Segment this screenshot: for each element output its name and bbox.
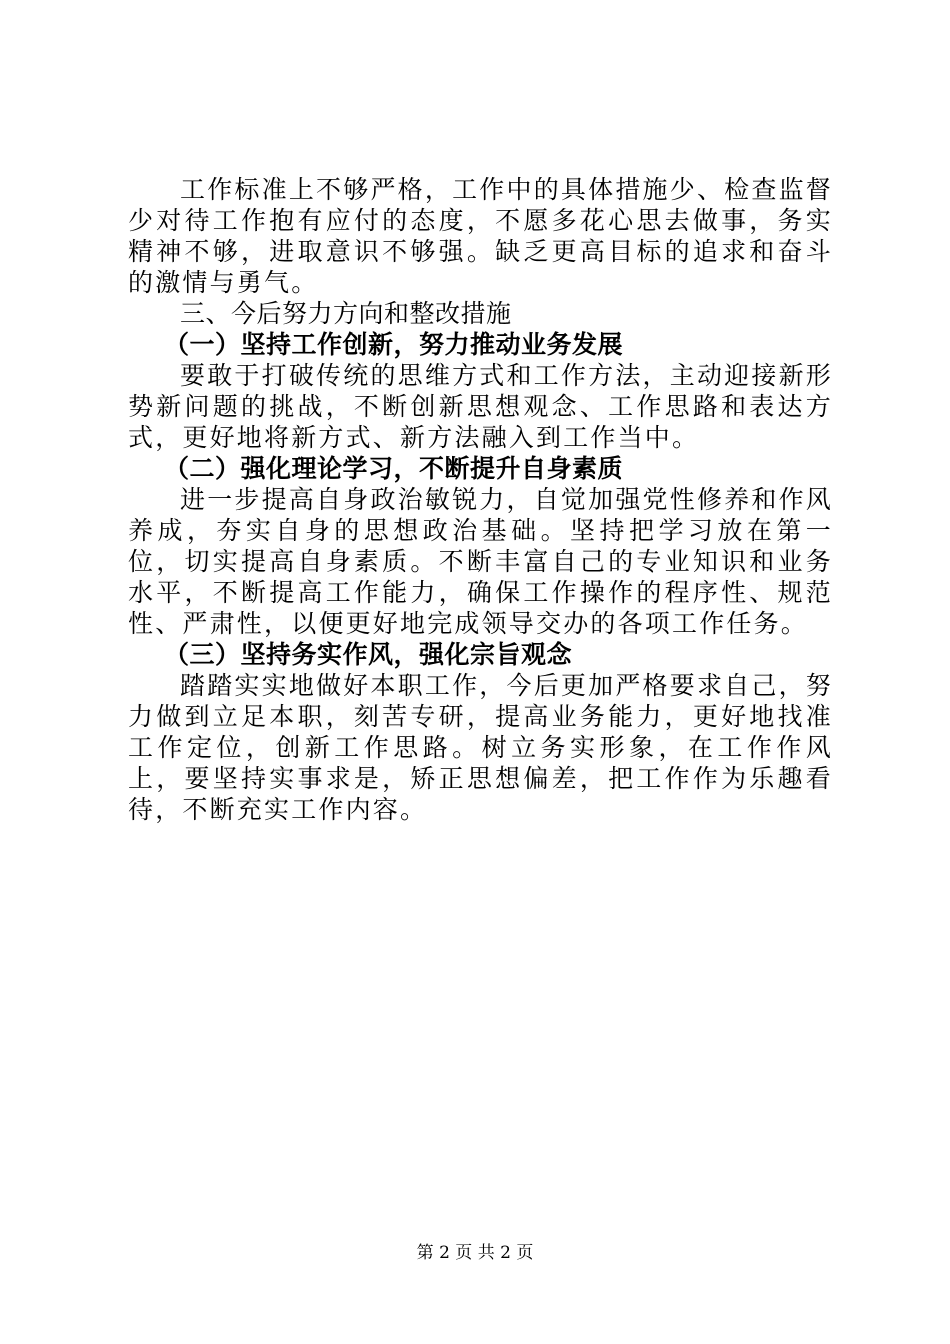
paragraph-theory-study: 进一步提高自身政治敏锐力，自觉加强党性修养和作风养成，夯实自身的思想政治基础。坚持把学习放在第一位，切实提高自身素质。不断丰富自己的专业知识和业务水平，不断提高工作能力，确保工作操作的程序性、规范性、严肃性，以便更好地完成领导交办的各项工作任务。	[128, 485, 833, 638]
document-body	[128, 174, 833, 825]
paragraph-work-standards: 工作标准上不够严格，工作中的具体措施少、检查监督少对待工作抱有应付的态度，不愿多花心思去做事，务实精神不够，进取意识不够强。缺乏更高目标的追求和奋斗的激情与勇气。	[128, 175, 833, 297]
subsection-heading-innovation: （一）坚持工作创新，努力推动业务发展	[164, 330, 624, 359]
paragraph-innovation: 要敢于打破传统的思维方式和工作方法，主动迎接新形势新问题的挑战，不断创新思想观念、工作思路和表达方式，更好地将新方式、新方法融入到工作当中。	[128, 361, 833, 452]
subsection-heading-pragmatic-style: （三）坚持务实作风，强化宗旨观念	[164, 640, 573, 669]
subsection-heading-theory-study: （二）强化理论学习，不断提升自身素质	[164, 454, 624, 483]
paragraph-pragmatic-style: 踏踏实实地做好本职工作，今后更加严格要求自己，努力做到立足本职，刻苦专研，提高业务能力，更好地找准工作定位，创新工作思路。树立务实形象，在工作作风上，要坚持实事求是，矫正思想偏差，把工作作为乐趣看待，不断充实工作内容。	[128, 671, 833, 824]
page-number-footer: 第 2 页 共 2 页	[416, 1243, 534, 1263]
section-heading-improvement: 三、今后努力方向和整改措施	[180, 299, 512, 328]
